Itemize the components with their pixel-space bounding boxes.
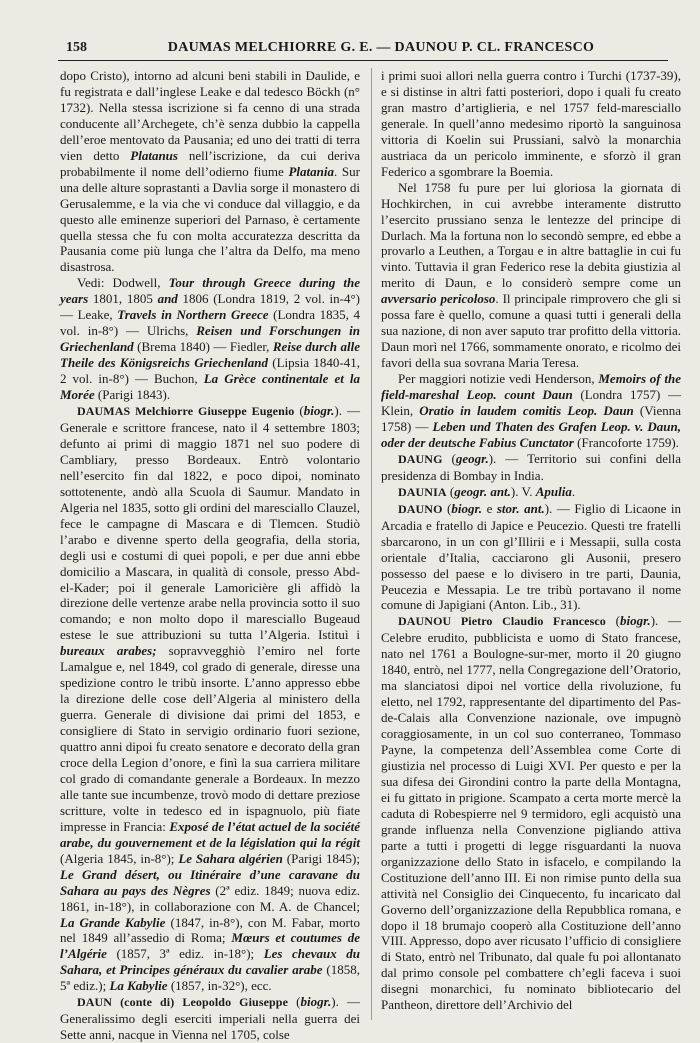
italic-text: Travels in Northern Greece [117, 307, 269, 323]
italic-text: avversario pericoloso [381, 291, 496, 307]
body-text: ( [288, 994, 301, 1010]
running-header [58, 38, 668, 61]
italic-text: La Grèce continentale et la Morée [60, 371, 361, 403]
body-text: ( [605, 613, 620, 629]
running-title: DAUMAS MELCHIORRE G. E. — DAUNOU P. CL. FRANCESCO [167, 40, 595, 55]
entry-headword: DAUN (conte di) Leopoldo Giuseppe [77, 995, 288, 1010]
italic-text: Exposé de l’état actuel de la société arabe, du gouvernement et de la législation qui la régit [60, 818, 360, 850]
body-text: . Il principale rimprovero che gli si possa fare è quello, comune a quasi tutti i generali della sua nazione, di non aver saputo trar profitto della vittoria. Daun morì nel 1766, sommamente onorato, e ricolmo dei favori della sua sovrana Maria Teresa. [381, 291, 681, 371]
paragraph [60, 994, 360, 1043]
entry-headword: DAUNO [398, 501, 443, 516]
body-text: ). — Figlio di Licaone in Arcadia e fratello di Japice e Peucezio. Questi tre fratelli sbarcarono, in un con gl’Illirii e i Messapii, sulla costa orientale d’Italia, cacciarono gli Ausonii, presero possesso del paese e lo divisero in tre parti, Daunia, Peucezia e Messapia. Le tre tribù portavano il nome comune di Japigiani (Anton. Lib., 31). [381, 500, 682, 613]
paragraph [381, 371, 681, 451]
body-text: ). V. [510, 483, 536, 499]
body-text: Per maggiori notizie vedi Henderson, [398, 371, 599, 387]
italic-text: and [157, 291, 178, 307]
body-text: e [482, 500, 497, 516]
paragraph [60, 403, 360, 994]
body-text: Vedi: Dodwell, [77, 275, 169, 291]
italic-text: biogr. [303, 403, 335, 419]
body-text: ( [442, 450, 456, 466]
italic-text: La Grande Kabylie [60, 914, 166, 930]
italic-text: Platania [288, 163, 334, 179]
body-text: (Brema 1840) — Fiedler, [133, 339, 273, 355]
paragraph [381, 613, 681, 1013]
column-divider [371, 68, 372, 1020]
page-number: 158 [66, 40, 87, 55]
body-text: (2ª ediz. 1849; nuova ediz. 1861, in-18°), in collaborazione con M. A. de Chancel; [60, 882, 360, 914]
italic-text: Le Sahara algérien [178, 850, 283, 866]
italic-text: Reisen und Forschungen in Griechenland [60, 323, 360, 355]
body-text: ). — Territorio sui confini della presidenza di Bombay in India. [381, 450, 681, 483]
body-text: (Algeria 1845, in-8°); [60, 850, 179, 866]
italic-text: Platanus [130, 147, 178, 163]
paragraph [381, 180, 681, 371]
body-text: ). — Generale e scrittore francese, nato il 4 settembre 1803; defunto ai primi di maggio 1871 nel suo podere di Cambliary, presso Bordeaux. Entrò volontario nell’esercito fin dal 1822, e poco dipoi, nominato sottotenente, andò alla Scuola di Saumur. Mandato in Algeria nel 1835, sotto gli ordini del maresciallo Clauzel, fece le campagne di Mascara e di Tlemcen. Studiò l’arabo e divenne sperto della geografia, della storia, degli usi e costumi di quei popoli, e per due anni ebbe domicilio a Mascara, in qualità di console, presso Abd-el-Kader; poi il generale Lamoricière gli affidò la direzione delle vertenze arabe nella provincia sotto il suo comando; e non molto dopo il maresciallo Bugeaud estese le sue attribuzioni su tutta l’Algeria. Istituì i [60, 403, 360, 643]
entry-headword: DAUNG [398, 451, 443, 466]
italic-text: biogr. [300, 994, 332, 1010]
body-text: 1801, 1805 [88, 291, 158, 307]
entry-headword: DAUNIA [398, 484, 447, 499]
paragraph [381, 484, 681, 501]
body-text: (1857, 3ª ediz. in-18°); [106, 946, 264, 962]
italic-text: bureaux arabes; [60, 643, 157, 659]
body-text: dopo Cristo), intorno ad alcuni beni stabili in Daulide, e fu registrata e dall’inglese Leake e dal tedesco Böckh (n° 1732). Nella stessa iscrizione si fa cenno di una strada conducente all’Archegete, ch’è senza dubbio la cappella dell’eroe mentovato da Pausania; ed uno dei tratti di terra vien detto [60, 68, 360, 163]
italic-text: geogr. ant. [454, 483, 511, 499]
italic-text: Le Grand désert, ou Itinéraire d’une caravane du Sahara au pays des Nègres [60, 866, 360, 898]
paragraph [381, 501, 681, 614]
body-text: 1806 (Londra 1819, 2 vol. in-4°) — Leake, [60, 291, 361, 323]
body-text: . [571, 483, 576, 499]
entry-headword: DAUNOU Pietro Claudio Francesco [398, 614, 606, 629]
italic-text: Apulia [535, 483, 572, 499]
body-text: (Vienna 1758) — [381, 403, 682, 434]
body-text: (1858, 5ª ediz.); [60, 962, 360, 994]
italic-text: Mœurs et coutumes de l’Algérie [60, 930, 360, 962]
italic-text: Leben und Thaten des Grafen Leop. v. Daun, oder der deutsche Fabius Cunctator [381, 418, 681, 450]
body-text: . Sur una delle alture soprastanti a Davlia sorge il monastero di Gerusalemme, e la via che vi conduce dal villaggio, e da questo alle eminenze superiori del Parnaso, è certamente quella stessa che fu con molta accuratezza descritta da Pausania come più lunga che l’altra da Delfo, ma meno disastrosa. [60, 163, 360, 275]
italic-text: geogr. [455, 450, 489, 466]
paragraph [381, 68, 681, 180]
italic-text: Reise durch alle Theile des Königsreichs Griechenland [60, 339, 360, 371]
italic-text: stor. ant. [496, 500, 545, 516]
italic-text: La Kabylie [109, 978, 168, 994]
italic-text: biogr. [451, 500, 483, 516]
paragraph [60, 275, 360, 403]
italic-text: Oratio in laudem comitis Leop. Daun [419, 403, 634, 419]
body-text: (Parigi 1843). [94, 387, 171, 403]
body-text: i primi suoi allori nella guerra contro i Turchi (1737-39), e si distinse in altri fatti posteriori, dopo i quali fu creato gran mastro d’artiglieria, e nel 1757 feld-maresciallo generale. In quell’anno medesimo riportò la sanguinosa vittoria di Koelin sui Prussiani, salvò la monarchia austriaca da un pericolo imminente, e sforzò il gran Federico a sgombrare la Boemia. [381, 68, 681, 179]
italic-text: Memoirs of the field-mareshal Leop. count Daun [381, 371, 681, 403]
body-text: ( [446, 483, 455, 499]
paragraph [381, 451, 681, 484]
body-text: nell’iscrizione, da cui deriva probabilmente il nome dell’odierno fiume [60, 147, 360, 179]
right-column [381, 68, 681, 1020]
italic-text: biogr. [619, 613, 651, 629]
italic-text: Les chevaux du Sahara, et Principes généraux du cavalier arabe [60, 946, 360, 978]
body-text: ). — Celebre erudito, pubblicista e uomo di Stato francese, nato nel 1761 a Boulogne-sur-mer, morto il 20 giugno 1840, entrò, nel 1777, nella Congregazione dell’Oratorio, ma slanciatosi dipoi nel vortice della rivoluzione, fu eletto, nel 1792, rappresentante del dipartimento del Pas-de-Calais alla Convenzione nazionale, ove impugnò coraggiosamente, in un col suo conterraneo, Tommaso Payne, la competenza dell’Assemblea come Corte di giustizia nel processo di Luigi XVI. Per questo e per la sua difesa dei Girondini contro la parte della Montagna, ei fu gittato in prigione. Scampato a certa morte mercè la caduta di Robespierre nel 9 termidoro, egli acquistò una grande influenza nella Convenzione pigliando attiva parte a tutti i progetti di legge risguardanti la nuova organizzazione dello Stato in isfacelo, e compilando la Costituzione dell’anno III. Ei non rimise punto della sua attività nel Consiglio dei Cinquecento, fu incaricato dal Governo dell’organizzazione della Repubblica romana, e dopo il 18 brumajo cooperò alla Costituzione dell’anno VIII. Appresso, dopo aver ricusato l’ufficio di consigliere di Stato, entrò nel Tribunato, dal quale fu poi allontanato dal primo console pel combattere ch’egli faceva i suoi disegni monarchici, fu nominato bibliotecario del Pantheon, direttore dell’Archivio del [381, 613, 681, 1013]
body-text: (Parigi 1845); [282, 850, 360, 866]
body-text: (1847, in-8°), con M. Fabar, morto nel 1849 all’assedio di Roma; [60, 914, 361, 946]
body-text: sopravvegghiò l’emiro nel forte Lamalgue e, nel 1849, col grado di generale, diresse una spedizione contro le tribù insorte. L’anno appresso ebbe la direzione delle cose dell’Algeria al ministero della guerra. Generale di divisione dai primi del 1853, e consigliere di Stato in servigio ordinario fuori sezione, quattro anni dipoi fu creato senatore e decorato della gran croce della Legion d’onore, e finì la sua carriera militare col grado di comandante generale a Bordeaux. In mezzo alle tante sue incumbenze, trovò modo di dettare preziose scritture, volte in tedesco ed in ispagnuolo, più fiate impresse in Francia: [60, 643, 360, 834]
body-text: (Londra 1757) — Klein, [381, 387, 681, 419]
entry-headword: DAUMAS Melchiorre Giuseppe Eugenio [77, 404, 295, 419]
body-text: (Lipsia 1840-41, 2 vol. in-8°) — Buchon, [60, 355, 361, 387]
body-text: ( [442, 500, 452, 516]
body-text: ). — Generalissimo degli eserciti imperiali nella guerra dei Sette anni, nacque in Vienna nel 1705, colse [60, 994, 360, 1043]
body-text: ( [294, 403, 304, 419]
body-text: Nel 1758 fu pure per lui gloriosa la giornata di Hochkirchen, in cui avrebbe interamente distrutto l’esercito prussiano senza le lentezze del principe di Durlach. Ma la fortuna non lo secondò sempre, ed ebbe a provarlo a Leuthen, a Torgau e in altre battaglie in cui fu vinto. Tuttavia il gran Federico rese la debita giustizia al merito di Daun, e lo considerò sempre come un [381, 179, 681, 291]
body-text: (1857, in-32°), ecc. [167, 978, 272, 994]
italic-text: Tour through Greece during the years [60, 275, 361, 307]
paragraph [60, 68, 360, 275]
body-text: (Londra 1835, 4 vol. in-8°) — Ulrichs, [60, 307, 360, 339]
left-column [60, 68, 361, 1043]
body-text: (Francoforte 1759). [573, 434, 679, 450]
